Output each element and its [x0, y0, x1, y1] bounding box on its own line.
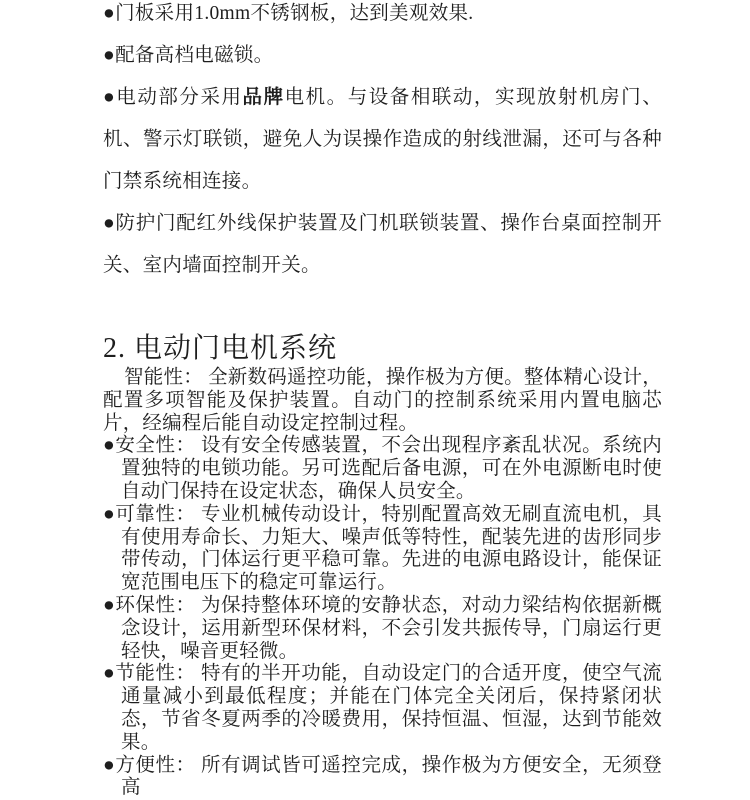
feature-energy-saving-paragraph: ●节能性： 特有的半开功能，自动设定门的合适开度，使空气流通量减小到最低程度；并能在门体完全关闭后，保持紧闭状态，节省冬夏两季的冷暖费用，保持恒温、恒湿，达到节能效果。: [103, 663, 662, 753]
feature-safety-paragraph: ●安全性： 设有安全传感装置，不会出现程序紊乱状况。系统内置独特的电锁功能。另可选配后备电源，可在外电源断电时使自动门保持在设定状态，确保人员安全。: [103, 435, 662, 502]
bullet-item-protective-door-interlock: ●防护门配红外线保护装置及门机联锁装置、操作台桌面控制开关、室内墙面控制开关。: [103, 213, 662, 276]
bullet-item-electric-motor-prefix: ●电动部分采用: [103, 87, 243, 108]
section-heading-electric-door-motor-system: 2. 电动门电机系统: [103, 333, 338, 364]
feature-eco-friendly-paragraph: ●环保性： 为保持整体环境的安静状态，对动力梁结构依据新概念设计，运用新型环保材料，不会引发共振传导，门扇运行更轻快，噪音更轻微。: [103, 594, 662, 662]
motor-system-feature-list: [103, 367, 662, 800]
feature-convenience-paragraph: ●方便性： 所有调试皆可遥控完成，操作极为方便安全，无须登高: [103, 754, 662, 799]
feature-reliability-paragraph: ●可靠性： 专业机械传动设计，特别配置高效无刷直流电机，具有使用寿命长、力矩大、噪声低等特性，配装先进的齿形同步带传动，门体运行更平稳可靠。先进的电源电路设计，能保证宽范围电压下的稳定可靠运行。: [103, 503, 662, 594]
bullet-item-magnetic-lock: ●配备高档电磁锁。: [103, 45, 274, 66]
bullet-item-electric-motor: [103, 77, 662, 203]
bullet-item-electric-motor-bold-brand: 品牌: [242, 87, 285, 108]
bullet-item-door-panel: ●门板采用1.0mm不锈钢板，达到美观效果.: [103, 3, 474, 24]
feature-intelligence-paragraph: 智能性： 全新数码遥控功能，操作极为方便。整体精心设计，配置多项智能及保护装置。自动门的控制系统采用内置电脑芯片，经编程后能自动设定控制过程。: [103, 367, 662, 434]
bullet-item-electric-motor-suffix: 电机。与设备相联动，实现放射机房门、机、警示灯联锁，避免人为误操作造成的射线泄漏，还可与各种门禁系统相连接。: [103, 87, 662, 192]
door-features-bullet-list: [103, 0, 662, 287]
